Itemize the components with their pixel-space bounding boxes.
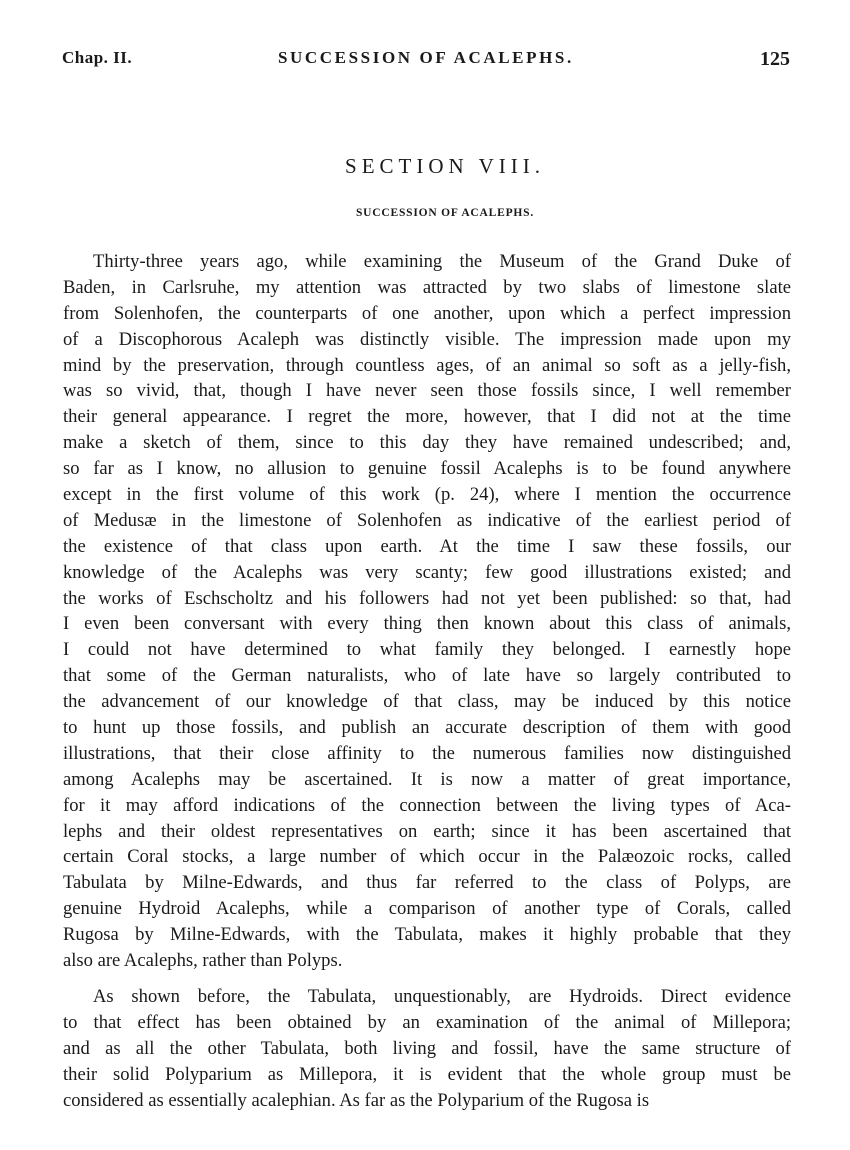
text-line: that some of the German naturalists, who of late have so largely contributed to — [63, 665, 791, 687]
paragraph — [63, 249, 791, 974]
text-line: Thirty-three years ago, while examining the Museum of the Grand Duke of — [93, 251, 791, 272]
text-line: the existence of that class upon earth. At the time I saw these fossils, our — [63, 535, 791, 557]
text-line: I even been conversant with every thing then known about this class of animals, — [63, 613, 791, 635]
text-line: genuine Hydroid Acalephs, while a comparison of another type of Corals, called — [63, 898, 791, 920]
text-line: of a Discophorous Acaleph was distinctly visible. The impression made upon my — [63, 328, 791, 350]
page-number: 125 — [760, 48, 790, 70]
text-line: was so vivid, that, though I have never seen those fossils since, I well remember — [63, 380, 791, 402]
text-line: certain Coral stocks, a large number of which occur in the Palæozoic rocks, called — [63, 846, 791, 868]
text-line: from Solenhofen, the counterparts of one another, upon which a perfect impression — [63, 302, 791, 324]
text-line: among Acalephs may be ascertained. It is now a matter of great importance, — [63, 768, 791, 790]
text-line: considered as essentially acalephian. As far as the Polyparium of the Rugosa is — [63, 1089, 650, 1111]
section-subheading: SUCCESSION OF ACALEPHS. — [355, 207, 535, 219]
text-line: illustrations, that their close affinity to the numerous families now distinguished — [63, 742, 791, 764]
text-line: also are Acalephs, rather than Polyps. — [63, 950, 343, 972]
body-text — [63, 249, 791, 1113]
text-line: Tabulata by Milne-Edwards, and thus far referred to the class of Polyps, are — [63, 872, 791, 894]
text-line: their solid Polyparium as Millepora, it is evident that the whole group must be — [63, 1063, 791, 1085]
text-line: mind by the preservation, through countless ages, of an animal so soft as a jelly-fish, — [63, 354, 791, 376]
text-line: the advancement of our knowledge of that class, may be induced by this notice — [63, 691, 791, 713]
text-line: of Medusæ in the limestone of Solenhofen as indicative of the earliest period of — [63, 509, 791, 531]
text-line: I could not have determined to what family they belonged. I earnestly hope — [63, 639, 791, 661]
text-line: to hunt up those fossils, and publish an accurate description of them with good — [63, 717, 791, 739]
text-line: so far as I know, no allusion to genuine fossil Acalephs is to be found anywhere — [63, 458, 791, 480]
chapter-label: Chap. II. — [62, 48, 133, 67]
text-line: for it may afford indications of the connection between the living types of Aca- — [63, 794, 791, 816]
text-line: and as all the other Tabulata, both living and fossil, have the same structure of — [63, 1037, 791, 1059]
paragraph — [63, 984, 791, 1113]
text-line: Rugosa by Milne-Edwards, with the Tabulata, makes it highly probable that they — [63, 924, 791, 946]
running-title: SUCCESSION OF ACALEPHS. — [278, 48, 574, 67]
running-head — [62, 44, 792, 74]
section-heading: SECTION VIII. — [345, 154, 545, 178]
text-line: knowledge of the Acalephs was very scanty; few good illustrations existed; and — [63, 561, 791, 583]
text-line: Baden, in Carlsruhe, my attention was attracted by two slabs of limestone slate — [63, 276, 791, 298]
text-line: except in the first volume of this work (p. 24), where I mention the occurrence — [63, 484, 791, 506]
text-line: lephs and their oldest representatives on earth; since it has been ascertained that — [63, 820, 791, 842]
text-line: to that effect has been obtained by an examination of the animal of Millepora; — [63, 1011, 791, 1033]
text-line: the works of Eschscholtz and his followers had not yet been published: so that, had — [63, 587, 791, 609]
text-line: As shown before, the Tabulata, unquestionably, are Hydroids. Direct evidence — [93, 985, 791, 1007]
text-line: make a sketch of them, since to this day they have remained undescribed; and, — [63, 432, 791, 454]
text-line: their general appearance. I regret the more, however, that I did not at the time — [63, 406, 791, 428]
